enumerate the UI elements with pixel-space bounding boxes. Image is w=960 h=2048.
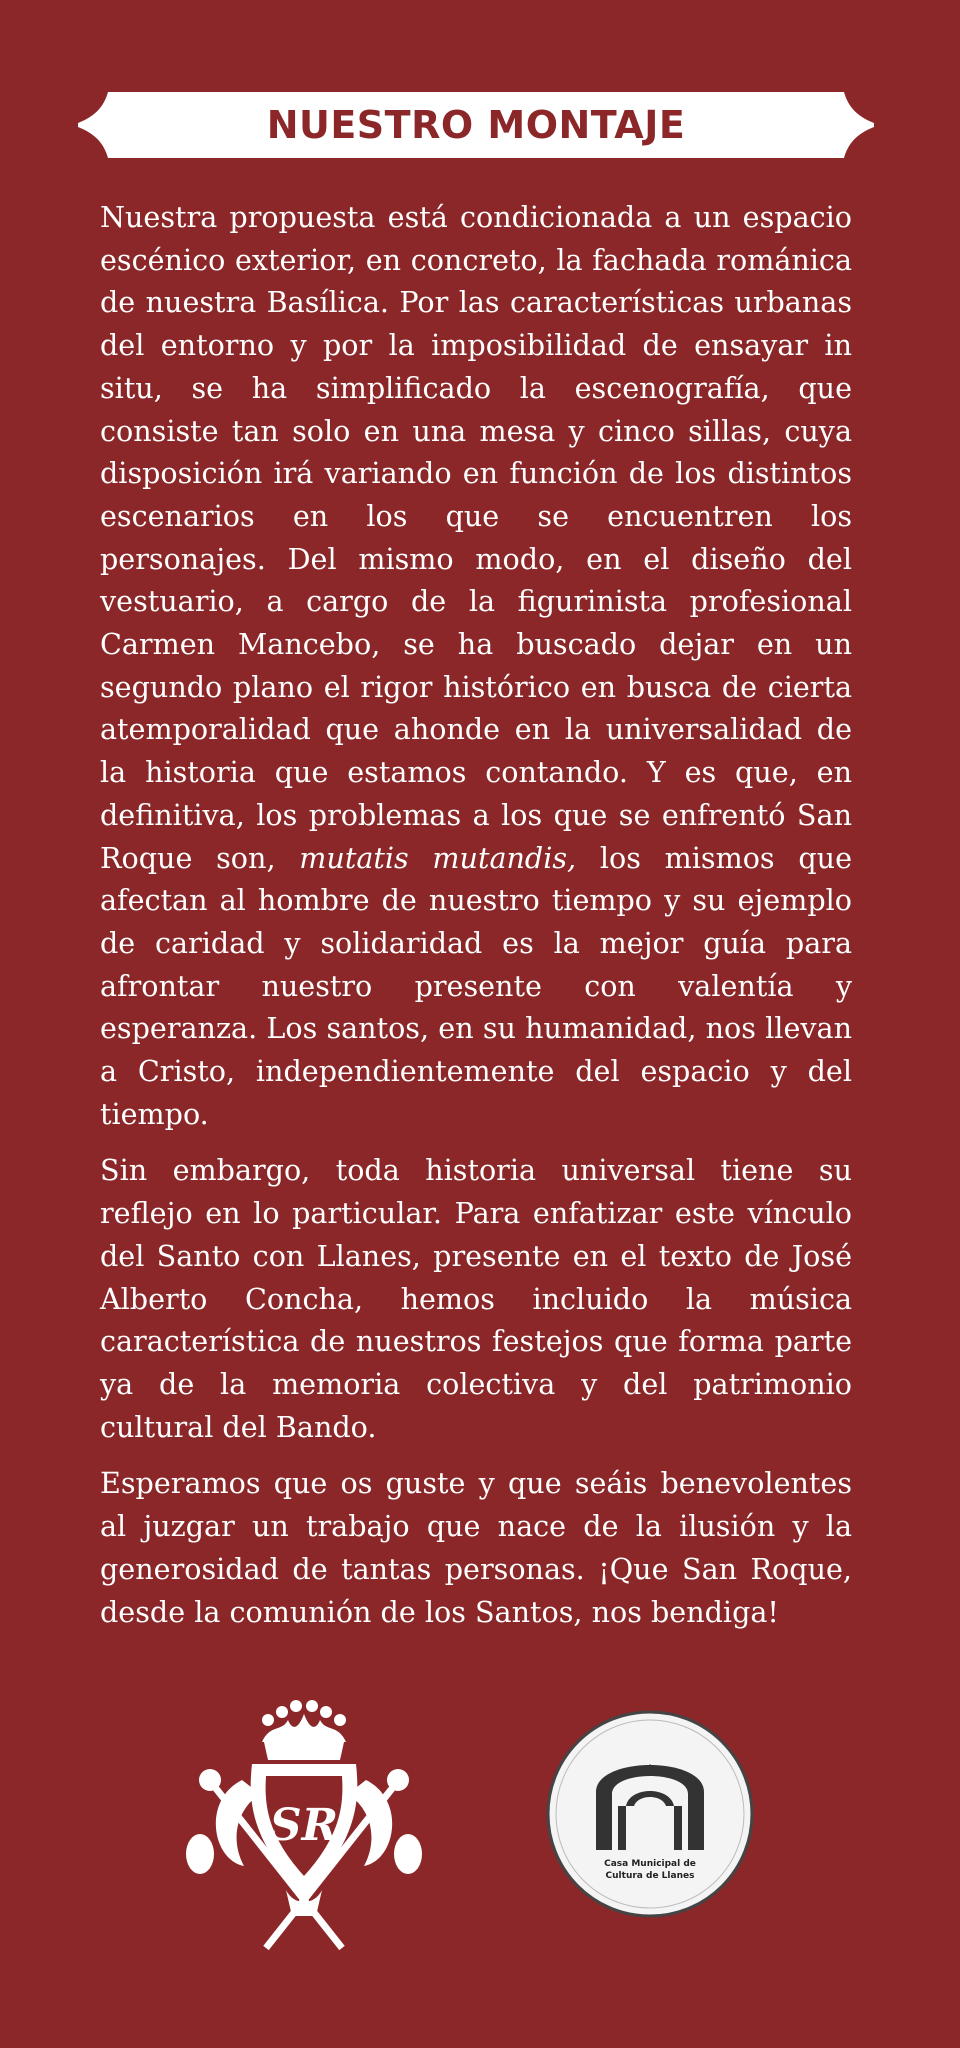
paragraph-2: Sin embargo, toda historia universal tiene su reflejo en lo particular. Para enfatizar este vínculo del Santo con Llanes, presente en el texto de José Alberto Concha, hemos incluido la música característica de nuestros festejos que forma parte ya de la memoria colectiva y del patrimonio cultural del Bando.	[100, 1153, 852, 1444]
paragraph-1	[100, 196, 852, 1135]
paragraph-1-start: Nuestra propuesta está condicionada a un espacio escénico exterior, en concreto, la fachada románica de nuestra Basílica. Por las características urbanas del entorno y por la imposibilidad de ensayar in situ, se ha simplificado la escenografía, que consiste tan solo en una mesa y cinco sillas, cuya disposición irá variando en función de los distintos escenarios en los que se encuentren los personajes. Del mismo modo, en el diseño del vestuario, a cargo de la figurinista profesional Carmen Mancebo, se ha buscado dejar en un segundo plano el rigor histórico en busca de cierta atemporalidad que ahonde en la universalidad de la historia que estamos contando. Y es que, en definitiva, los problemas a los que se enfrentó San Roque son,	[100, 200, 852, 875]
sr-crest-icon	[182, 1690, 426, 1960]
title-banner	[78, 92, 874, 158]
latin-phrase: mutatis mutandis,	[299, 840, 577, 875]
page-title: NUESTRO MONTAJE	[266, 103, 686, 147]
paragraph-1-end: los mismos que afectan al hombre de nuestro tiempo y su ejemplo de caridad y solidaridad es la mejor guía para afrontar nuestro presente con valentía y esperanza. Los santos, en su humanidad, nos llevan a Cristo, independientemente del espacio y del tiempo.	[100, 840, 853, 1131]
arch-logo-icon	[546, 1710, 754, 1918]
casa-label-line-1: Casa Municipal de	[604, 1859, 696, 1869]
sr-crest-logo	[182, 1690, 426, 1960]
casa-municipal-logo	[546, 1710, 754, 1918]
casa-label-line-2: Cultura de Llanes	[605, 1871, 695, 1881]
body-text	[100, 196, 852, 1647]
sr-monogram: SR	[269, 1800, 339, 1851]
paragraph-3: Esperamos que os guste y que seáis benevolentes al juzgar un trabajo que nace de la ilusión y la generosidad de tantas personas. ¡Que San Roque, desde la comunión de los Santos, nos bendiga!	[100, 1466, 852, 1629]
